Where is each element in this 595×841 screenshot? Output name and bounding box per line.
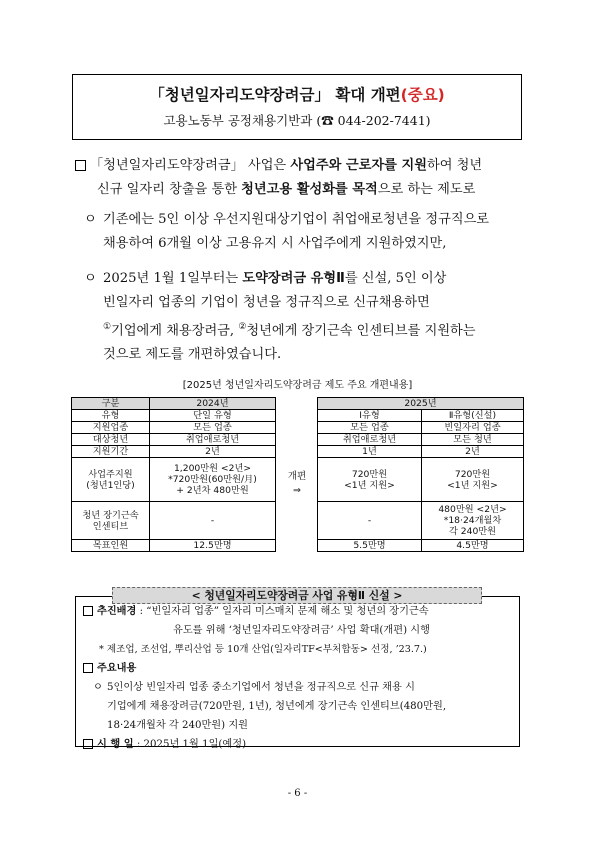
table-cell: 유형 (72, 410, 150, 422)
table-cell: Ⅱ유형(신설) (422, 410, 524, 422)
table-caption: [2025년 청년일자리도약장려금 제도 주요 개편내용] (182, 380, 413, 391)
table-header: 2024년 (150, 398, 276, 410)
table-cell: 2년 (150, 446, 276, 458)
table-cell: 1,200만원 <2년> *720만원(60만원/月) + 2년차 480만원 (150, 458, 276, 502)
table-cell: 목표인원 (72, 540, 150, 552)
bullet-existing: ㅇ 기존에는 5인 이상 우선지원대상기업이 취업애로청년을 정규직으로 채용하여 6개월 이상 고용유지 시 사업주에게 지원하였지만, (84, 212, 490, 251)
table-cell: 지원업종 (72, 422, 150, 434)
table-cell: 지원기간 (72, 446, 150, 458)
table-header: 2025년 (318, 398, 524, 410)
table-cell: 모든 업종 (150, 422, 276, 434)
summary-box-title: < 청년일자리도약장려금 사업 유형Ⅱ 신설 > (112, 587, 482, 604)
table-2025 (317, 397, 524, 552)
table-cell: 2년 (422, 446, 524, 458)
checkbox-square-icon (83, 606, 93, 616)
table-cell: 1년 (318, 446, 422, 458)
table-cell: - (318, 502, 422, 540)
table-cell: 480만원 <2년> *18·24개월차 각 240만원 (422, 502, 524, 540)
table-cell: 취업애로청년 (318, 434, 422, 446)
checkbox-square-icon (75, 160, 86, 171)
page-number: - 6 - (287, 788, 308, 799)
title-box (72, 74, 522, 140)
table-cell: 모든 청년 (422, 434, 524, 446)
table-cell: 청년 장기근속 인센티브 (72, 502, 150, 540)
table-2024 (71, 397, 276, 552)
table-cell: 모든 업종 (318, 422, 422, 434)
bullet-new-type: ㅇ 2025년 1월 1일부터는 도약장려금 유형Ⅱ를 신설, 5인 이상 빈일자리 업종의 기업이 청년을 정규직으로 신규채용하면 ①기업에게 채용장려금, ②청년에게 장기근속 인센티브를 지원하는 것으로 제도를 개편하였습니다. (84, 271, 476, 363)
table-cell: 720만원 <1년 지원> (318, 458, 422, 502)
table-cell: 12.5만명 (150, 540, 276, 552)
page-subtitle: 고용노동부 공정채용기반과 (☎ 044-202-7441) (163, 113, 431, 128)
table-cell: 5.5만명 (318, 540, 422, 552)
right-arrow-icon: ⇒ (293, 485, 301, 496)
table-cell: 취업애로청년 (150, 434, 276, 446)
reform-arrow: 개편 ⇒ (280, 470, 314, 498)
table-header: 구분 (72, 398, 150, 410)
table-cell: Ⅰ유형 (318, 410, 422, 422)
intro-paragraph: 「청년일자리도약장려금」 사업은 사업주와 근로자를 지원하여 청년 신규 일자리 창출을 통한 청년고용 활성화를 목적으로 하는 제도로 (75, 154, 535, 202)
table-cell: - (150, 502, 276, 540)
summary-content: 추진배경 : “빈일자리 업종” 일자리 미스매치 문제 해소 및 청년의 장기근속 유도를 위해 ‘청년일자리도약장려금’ 사업 확대(개편) 시행 * 제조업, 조선업, 뿌리산업 등 10개 산업(일자리TF<부처합동> 선정, ’23.7.) 주요내용 ㅇ 5인이상 빈일자리 업종 중소기업에서 청년을 정규직으로 신규 채용 시 기업에게 채용장려금(720만원, 1년), 청년에게 장기근속 인센티브(480만원, 18·24개월차 각 240만원) 지원 시 행 일 : 2025년 1월 1일(예정) (83, 602, 523, 754)
checkbox-square-icon (83, 739, 93, 749)
table-cell: 720만원 <1년 지원> (422, 458, 524, 502)
checkbox-square-icon (83, 663, 93, 673)
table-cell: 빈일자리 업종 (422, 422, 524, 434)
page-title: 「청년일자리도약장려금」 확대 개편(중요) (149, 86, 445, 104)
table-cell: 단일 유형 (150, 410, 276, 422)
table-cell: 사업주지원 (청년1인당) (72, 458, 150, 502)
table-cell: 대상청년 (72, 434, 150, 446)
important-mark: (중요) (400, 86, 445, 104)
table-cell: 4.5만명 (422, 540, 524, 552)
